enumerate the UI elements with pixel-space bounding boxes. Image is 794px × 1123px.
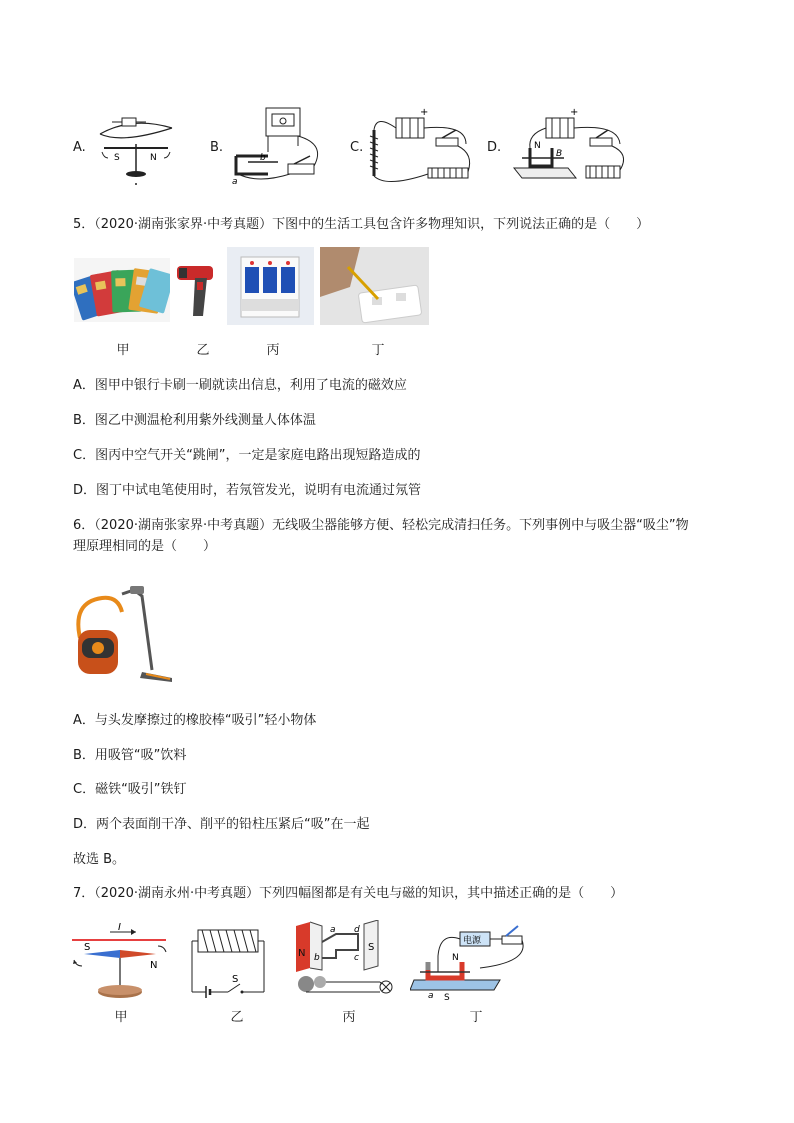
q7-bing-b-text: b <box>314 953 320 963</box>
q7-bing-a-text: a <box>330 925 336 935</box>
q4a-s-text: S <box>114 153 120 163</box>
q7-jia-s-text: S <box>84 942 91 953</box>
q7-jia-i-text: I <box>118 922 121 933</box>
q4-figure-d <box>508 104 630 188</box>
q7-bing-d-text: d <box>354 925 360 935</box>
q7-figure-bing <box>292 920 404 1004</box>
q7-bing-s-text: S <box>368 942 375 953</box>
q7-ding-n-text: N <box>452 953 459 963</box>
q4b-a-text: a <box>232 177 238 186</box>
q7-figure-jia <box>70 922 170 1008</box>
q5-caption-yi: 乙 <box>196 343 210 358</box>
q4-option-a-label: A. <box>73 140 86 155</box>
q7-stem: 7．（2020·湖南永州·中考真题）下列四幅图都是有关电与磁的知识，其中描述正确的是（ ） <box>73 886 624 901</box>
q4-option-b-label: B. <box>210 140 224 155</box>
q7-caption-bing: 丙 <box>342 1010 356 1025</box>
q4-figure-c <box>366 104 478 188</box>
q5-caption-ding: 丁 <box>371 343 385 358</box>
q5-photo-ding-test-pen <box>320 247 429 325</box>
q5-stem: 5．（2020·湖南张家界·中考真题）下图中的生活工具包含许多物理知识，下列说法正确的是（ ） <box>73 217 650 232</box>
q7-bing-n-text: N <box>298 948 306 959</box>
q7-ding-s-text: S <box>444 993 450 1002</box>
q7-yi-s-text: S <box>232 974 239 985</box>
q5-photo-yi-thermometer-gun <box>173 258 221 322</box>
q4-figure-a <box>92 106 182 186</box>
q7-caption-yi: 乙 <box>230 1010 244 1025</box>
q5-photo-bing-circuit-breaker <box>227 247 314 325</box>
q5-caption-jia: 甲 <box>116 343 130 358</box>
q7-jia-n-text: N <box>150 960 158 971</box>
q6-option-a: A．与头发摩擦过的橡胶棒“吸引”轻小物体 <box>73 713 317 728</box>
q5-option-b: B．图乙中测温枪利用紫外线测量人体体温 <box>73 413 316 428</box>
q4c-plus-text: + <box>420 107 429 118</box>
q6-stem-line2: 理原理相同的是（ ） <box>73 539 217 554</box>
q5-option-c: C．图丙中空气开关“跳闸”，一定是家庭电路出现短路造成的 <box>73 448 421 463</box>
q4-option-c-label: C. <box>350 140 364 155</box>
q6-answer: 故选 B。 <box>73 852 126 867</box>
q7-bing-c-text: c <box>354 953 359 963</box>
q6-stem-line1: 6．（2020·湖南张家界·中考真题）无线吸尘器能够方便、轻松完成清扫任务。下列事例中与吸尘器“吸尘”物 <box>73 518 689 533</box>
q7-figure-yi <box>188 926 272 1000</box>
q5-option-d: D．图丁中试电笔使用时，若氖管发光，说明有电流通过氖管 <box>73 483 422 498</box>
q7-caption-ding: 丁 <box>469 1010 483 1025</box>
q7-caption-jia: 甲 <box>114 1010 128 1025</box>
q7-ding-power-text: 电源 <box>463 936 482 946</box>
q5-option-a: A．图甲中银行卡刷一刷就读出信息，利用了电流的磁效应 <box>73 378 407 393</box>
q4a-n-text: N <box>150 153 157 163</box>
q4-option-d-label: D. <box>487 140 502 155</box>
q4d-plus-text: + <box>570 107 579 118</box>
q7-figure-ding <box>410 922 530 1002</box>
q6-option-c: C．磁铁“吸引”铁钉 <box>73 782 187 797</box>
q4d-n-text: N <box>534 141 541 151</box>
q5-photo-jia-bank-cards <box>74 258 170 322</box>
q4b-b-text: b <box>260 153 266 163</box>
q6-option-b: B．用吸管“吸”饮料 <box>73 748 187 763</box>
q5-caption-bing: 丙 <box>266 343 280 358</box>
q7-ding-a-text: a <box>428 991 434 1001</box>
q6-photo-vacuum-cleaner <box>72 582 178 686</box>
q4d-b-text: B <box>556 149 563 159</box>
q4-figure-b <box>228 104 330 186</box>
q6-option-d: D．两个表面削干净、削平的铅柱压紧后“吸”在一起 <box>73 817 370 832</box>
